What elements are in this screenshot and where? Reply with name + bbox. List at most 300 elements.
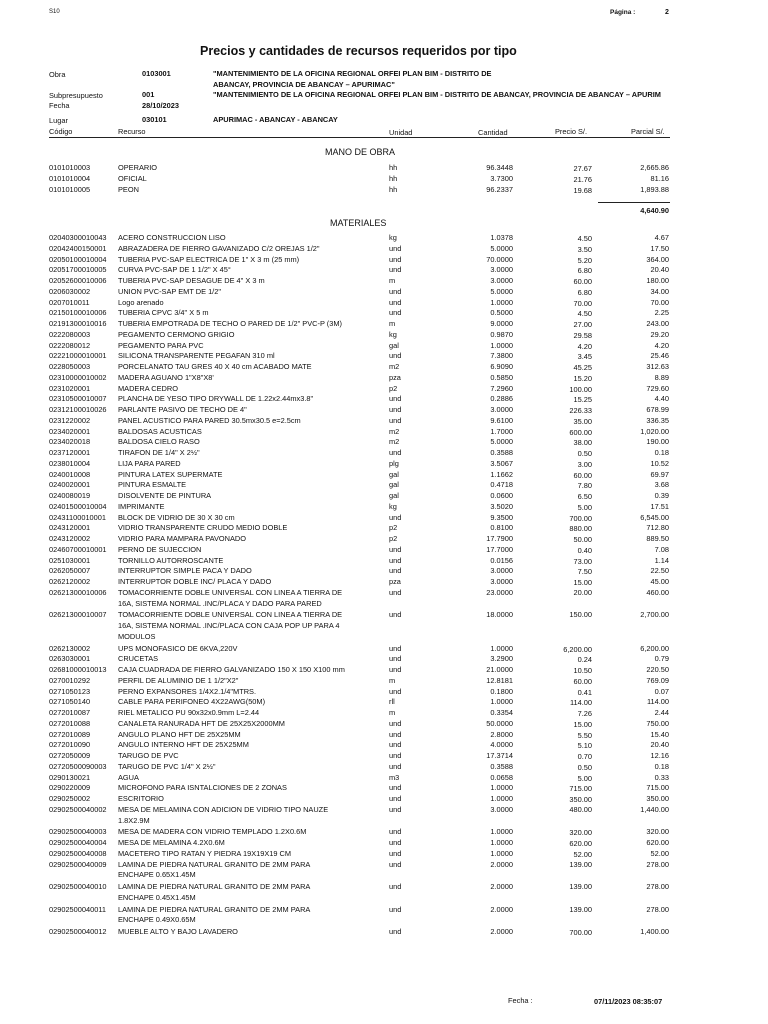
table-row <box>0 512 768 523</box>
table-row <box>0 490 768 501</box>
row-unit: und <box>389 448 402 457</box>
row-price: 150.00 <box>569 610 592 620</box>
row-partial: 0.79 <box>654 654 669 664</box>
row-description: UNION PVC-SAP EMT DE 1/2" <box>118 286 221 296</box>
row-quantity: 3.0000 <box>490 276 513 285</box>
labor-subtotal-line <box>598 202 670 203</box>
table-row <box>0 469 768 480</box>
row-code: 0101010004 <box>49 173 91 183</box>
table-row <box>0 243 768 254</box>
table-row <box>0 686 768 697</box>
row-partial: 889.50 <box>646 534 669 543</box>
row-description: MESA DE MADERA CON VIDRIO TEMPLADO 1.2X0.6M <box>118 827 307 837</box>
row-partial: 0.39 <box>654 491 669 500</box>
row-unit: und <box>389 927 402 936</box>
row-description: OFICIAL <box>118 173 147 183</box>
row-code: 0240020001 <box>49 480 91 490</box>
column-header-unidad: Unidad <box>389 128 413 137</box>
row-description: TARUGO DE PVC <box>118 751 179 760</box>
row-description: TOMACORRIENTE DOBLE UNIVERSAL CON LINEA A TIERRA DE <box>118 610 343 620</box>
row-unit: und <box>389 643 402 653</box>
row-description: TARUGO DE PVC 1/4" X 2½" <box>118 761 216 771</box>
row-price: 15.20 <box>573 373 592 383</box>
row-unit: und <box>389 351 402 361</box>
row-description: ENCHAPE 0.49X0.65M <box>118 915 196 925</box>
row-unit: und <box>389 804 402 814</box>
row-code: 02902500040009 <box>49 859 107 869</box>
row-code: 0240080019 <box>49 491 91 500</box>
row-description: PINTURA ESMALTE <box>118 480 187 490</box>
obra-desc-line1: "MANTENIMIENTO DE LA OFICINA REGIONAL ORFEI PLAN BIM - DISTRITO DE <box>213 69 492 78</box>
obra-desc-line2: ABANCAY, PROVINCIA DE ABANCAY – APURIMAC" <box>213 80 395 89</box>
row-code: 0234020001 <box>49 426 91 436</box>
row-partial: 2,700.00 <box>640 610 669 620</box>
table-row <box>0 739 768 750</box>
row-price: 0.41 <box>577 687 592 697</box>
row-unit: und <box>389 243 402 253</box>
table-row <box>0 859 768 880</box>
row-unit: kg <box>389 501 397 511</box>
row-code: 0234020018 <box>49 437 91 447</box>
row-description: LAMINA DE PIEDRA NATURAL GRANITO DE 2MM PARA <box>118 882 311 891</box>
row-code: 02401500010004 <box>49 501 107 511</box>
row-partial: 729.60 <box>646 383 669 393</box>
row-description: CABLE PARA PERIFONEO 4X22AWG(50M) <box>118 697 266 707</box>
row-price: 52.00 <box>573 849 592 859</box>
row-price: 0.40 <box>577 545 592 555</box>
row-unit: und <box>389 783 402 793</box>
row-quantity: 96.2337 <box>486 184 513 194</box>
row-price: 73.00 <box>573 556 592 566</box>
row-price: 6.80 <box>577 266 592 276</box>
row-unit: p2 <box>389 534 398 543</box>
row-unit: plg <box>389 458 399 468</box>
table-row <box>0 881 768 902</box>
row-code: 02310000010002 <box>49 372 107 382</box>
row-code: 0272010090 <box>49 740 91 750</box>
table-row <box>0 750 768 761</box>
row-price: 20.00 <box>573 587 592 597</box>
row-partial: 6,200.00 <box>640 643 669 653</box>
row-partial: 364.00 <box>646 254 669 264</box>
row-partial: 2,665.86 <box>640 163 669 172</box>
row-unit: m <box>389 276 396 285</box>
row-price: 15.00 <box>573 578 592 587</box>
obra-label: Obra <box>49 70 66 79</box>
table-row <box>0 761 768 772</box>
table-row <box>0 555 768 566</box>
table-row <box>0 696 768 707</box>
row-unit: und <box>389 838 402 847</box>
page-number: 2 <box>665 9 669 16</box>
row-code: 0272050009 <box>49 751 91 760</box>
row-code: 0222080003 <box>49 329 91 339</box>
row-quantity: 9.3500 <box>490 512 513 522</box>
subpresupuesto-label: Subpresupuesto <box>49 91 103 100</box>
table-row <box>0 275 768 286</box>
row-quantity: 1.0378 <box>490 233 513 242</box>
row-partial: 4.20 <box>654 340 669 350</box>
row-code: 02902500040004 <box>49 838 107 847</box>
row-quantity: 5.0000 <box>490 243 513 253</box>
table-row <box>0 587 768 608</box>
row-quantity: 1.0000 <box>490 794 513 803</box>
row-unit: und <box>389 265 402 275</box>
row-description: MESA DE MELAMINA 4.2X0.6M <box>118 838 225 847</box>
row-unit: und <box>389 512 402 522</box>
row-code: 02902500040008 <box>49 848 107 858</box>
row-quantity: 9.0000 <box>490 319 513 328</box>
row-unit: m2 <box>389 362 400 371</box>
row-description: LIJA PARA PARED <box>118 458 181 468</box>
row-code: 0262130002 <box>49 643 91 653</box>
row-quantity: 1.0000 <box>490 848 513 858</box>
table-row <box>0 653 768 664</box>
row-description: ACERO CONSTRUCCION LISO <box>118 233 226 242</box>
row-unit: kg <box>389 329 397 339</box>
row-description: CRUCETAS <box>118 654 159 664</box>
row-unit: und <box>389 544 402 554</box>
row-code: 0207010011 <box>49 297 90 307</box>
table-row <box>0 576 768 587</box>
row-price: 27.00 <box>573 320 592 329</box>
row-description: Logo arenado <box>118 297 164 307</box>
row-code: 0243120002 <box>49 534 91 543</box>
table-row <box>0 848 768 859</box>
table-row <box>0 458 768 469</box>
row-price: 7.80 <box>577 481 592 491</box>
row-code: 02720500090003 <box>49 761 107 771</box>
row-unit: und <box>389 729 402 739</box>
row-quantity: 18.0000 <box>486 610 513 620</box>
row-code: 02150100010006 <box>49 308 107 318</box>
row-price: 0.24 <box>577 655 592 665</box>
row-quantity: 5.0000 <box>490 286 513 296</box>
labor-subtotal: 4,640.90 <box>640 206 669 215</box>
table-row <box>0 447 768 458</box>
row-code: 02431100010001 <box>49 512 106 522</box>
row-description: TUBERIA PVC-SAP ELECTRICA DE 1" X 3 m (25 mm) <box>118 254 300 264</box>
row-partial: 34.00 <box>650 286 669 296</box>
row-price: 320.00 <box>569 828 592 838</box>
row-description: BALDOSA CIELO RASO <box>118 437 200 447</box>
row-quantity: 0.5850 <box>490 372 513 382</box>
row-description: PARLANTE PASIVO DE TECHO DE 4" <box>118 405 247 414</box>
section-title-mano-de-obra: MANO DE OBRA <box>325 147 396 157</box>
row-partial: 6,545.00 <box>640 512 669 522</box>
row-price: 5.20 <box>577 255 592 265</box>
table-row <box>0 361 768 372</box>
table-row <box>0 707 768 718</box>
column-header-precio: Precio S/. <box>555 127 588 136</box>
row-partial: 278.00 <box>646 882 669 891</box>
row-unit: und <box>389 587 402 597</box>
table-row <box>0 426 768 437</box>
row-unit: und <box>389 859 402 869</box>
row-unit: p2 <box>389 383 398 393</box>
row-price: 100.00 <box>569 384 592 394</box>
row-quantity: 1.0000 <box>490 827 513 837</box>
row-unit: und <box>389 848 402 858</box>
row-quantity: 17.3714 <box>486 751 513 760</box>
row-partial: 1,400.00 <box>640 927 669 936</box>
table-row <box>0 307 768 318</box>
lugar-code: 030101 <box>142 115 167 124</box>
row-quantity: 0.2886 <box>490 394 513 404</box>
row-price: 350.00 <box>569 795 592 804</box>
row-unit: und <box>389 297 402 307</box>
table-row <box>0 415 768 426</box>
row-description: SILICONA TRANSPARENTE PEGAFAN 310 ml <box>118 351 275 361</box>
row-code: 02042400150001 <box>49 243 107 253</box>
row-quantity: 3.0000 <box>490 405 513 414</box>
row-quantity: 2.0000 <box>490 927 513 936</box>
row-quantity: 4.0000 <box>490 740 513 750</box>
row-partial: 3.68 <box>654 480 669 490</box>
row-unit: und <box>389 761 402 771</box>
row-unit: und <box>389 686 402 696</box>
table-row <box>0 286 768 297</box>
row-quantity: 21.0000 <box>486 665 513 674</box>
row-price: 7.26 <box>577 709 592 718</box>
row-price: 3.45 <box>577 352 592 362</box>
row-unit: und <box>389 394 402 404</box>
row-price: 114.00 <box>569 698 592 708</box>
row-price: 700.00 <box>569 928 592 937</box>
table-row <box>0 393 768 404</box>
row-code: 02040300010043 <box>49 233 107 242</box>
row-code: 02681000010013 <box>49 665 107 674</box>
row-partial: 114.00 <box>646 697 669 707</box>
row-description: PEGAMENTO PARA PVC <box>118 340 204 350</box>
row-code: 02902500040012 <box>49 927 107 936</box>
row-partial: 350.00 <box>646 794 669 803</box>
row-quantity: 0.3354 <box>490 708 513 717</box>
row-description: TUBERIA CPVC 3/4" X 5 m <box>118 308 209 318</box>
row-price: 620.00 <box>569 839 592 848</box>
table-row <box>0 297 768 308</box>
row-code: 0272010087 <box>49 708 91 717</box>
table-row <box>0 501 768 512</box>
row-partial: 45.00 <box>650 577 669 586</box>
row-unit: und <box>389 405 402 414</box>
table-row <box>0 643 768 654</box>
table-row <box>0 318 768 329</box>
row-quantity: 12.8181 <box>486 675 513 685</box>
row-partial: 20.40 <box>650 265 669 275</box>
row-partial: 278.00 <box>646 904 669 914</box>
row-partial: 4.40 <box>654 394 669 404</box>
row-quantity: 0.8100 <box>490 523 513 533</box>
table-row <box>0 173 768 184</box>
row-price: 45.25 <box>573 363 592 372</box>
row-quantity: 23.0000 <box>486 587 513 597</box>
row-price: 70.00 <box>573 298 592 308</box>
row-code: 02050100010004 <box>49 254 107 264</box>
row-unit: und <box>389 415 402 425</box>
row-quantity: 7.3800 <box>490 351 513 361</box>
row-partial: 0.07 <box>654 686 669 696</box>
row-partial: 460.00 <box>646 587 669 597</box>
row-code: 02621300010007 <box>49 610 107 620</box>
row-partial: 769.09 <box>646 675 669 685</box>
row-unit: und <box>389 254 402 264</box>
row-unit: m2 <box>389 437 400 447</box>
row-description: MODULOS <box>118 631 156 641</box>
row-code: 0270010292 <box>49 675 91 685</box>
page-title: Precios y cantidades de recursos requeridos por tipo <box>200 44 517 58</box>
table-row <box>0 565 768 576</box>
row-description: MUEBLE ALTO Y BAJO LAVADERO <box>118 927 238 936</box>
row-partial: 81.16 <box>650 173 669 183</box>
table-row <box>0 804 768 825</box>
row-code: 0101010005 <box>49 184 91 194</box>
page-label: Página : <box>610 9 636 16</box>
row-partial: 712.80 <box>646 523 669 533</box>
row-unit: und <box>389 794 402 803</box>
table-row <box>0 383 768 394</box>
row-partial: 70.00 <box>650 297 669 307</box>
row-description: 16A, SISTEMA NORMAL .INC/PLACA Y DADO PARA PARED <box>118 598 322 608</box>
row-price: 15.00 <box>573 719 592 729</box>
row-code: 02902500040002 <box>49 804 107 814</box>
row-quantity: 1.0000 <box>490 697 513 707</box>
row-code: 0272010088 <box>49 718 91 728</box>
row-code: 0101010003 <box>49 163 91 172</box>
row-description: PEON <box>118 184 139 194</box>
row-unit: p2 <box>389 523 398 533</box>
row-code: 0231220002 <box>49 415 91 425</box>
row-partial: 69.97 <box>650 469 669 479</box>
row-partial: 1,440.00 <box>640 804 669 814</box>
row-unit: und <box>389 555 402 565</box>
row-quantity: 2.0000 <box>490 882 513 891</box>
row-price: 6,200.00 <box>563 644 592 654</box>
row-quantity: 0.9870 <box>490 329 513 339</box>
row-quantity: 17.7900 <box>486 534 513 543</box>
row-description: MADERA AGUANO 1"X8"X8' <box>118 372 214 382</box>
row-code: 02191300010016 <box>49 319 107 328</box>
table-row <box>0 404 768 415</box>
row-code: 0271050123 <box>49 686 91 696</box>
row-unit: und <box>389 882 402 891</box>
table-row <box>0 340 768 351</box>
row-price: 880.00 <box>569 524 592 534</box>
row-price: 10.50 <box>573 666 592 675</box>
row-quantity: 3.2900 <box>490 654 513 664</box>
row-description: BALDOSAS ACUSTICAS <box>118 426 202 436</box>
row-quantity: 0.0658 <box>490 772 513 782</box>
row-description: TIRAFON DE 1/4" X 2½" <box>118 448 200 457</box>
row-unit: und <box>389 286 402 296</box>
row-description: PERFIL DE ALUMINIO DE 1 1/2"X2" <box>118 675 239 685</box>
row-quantity: 1.0000 <box>490 297 513 307</box>
row-description: PERNO DE SUJECCION <box>118 544 202 554</box>
table-row <box>0 904 768 925</box>
table-row <box>0 729 768 740</box>
column-header-cantidad: Cantidad <box>478 128 508 137</box>
table-row <box>0 350 768 361</box>
row-quantity: 0.5000 <box>490 308 513 318</box>
row-code: 0290250002 <box>49 794 91 803</box>
row-unit: rll <box>389 697 395 707</box>
row-description: ANGULO PLANO HFT DE 25X25MM <box>118 729 241 739</box>
row-description: AGUA <box>118 772 139 782</box>
row-description: ENCHAPE 0.65X1.45M <box>118 870 196 880</box>
footer-fecha-value: 07/11/2023 08:35:07 <box>594 997 663 1006</box>
row-description: RIEL METALICO PU 90x32x0.9mm L=2.44 <box>118 708 260 717</box>
table-row <box>0 718 768 729</box>
column-header-parcial: Parcial S/. <box>631 127 665 136</box>
row-quantity: 3.5020 <box>490 501 513 511</box>
row-unit: und <box>389 308 402 318</box>
row-unit: und <box>389 904 402 914</box>
row-description: ABRAZADERA DE FIERRO GAVANIZADO C/2 OREJAS 1/2" <box>118 243 320 253</box>
table-row <box>0 264 768 275</box>
row-partial: 20.40 <box>650 740 669 750</box>
row-description: LAMINA DE PIEDRA NATURAL GRANITO DE 2MM PARA <box>118 859 311 869</box>
row-partial: 0.18 <box>654 761 669 771</box>
row-partial: 22.50 <box>650 566 669 576</box>
row-price: 600.00 <box>569 427 592 437</box>
row-description: PLANCHA DE YESO TIPO DRYWALL DE 1.22x2.44mx3.8" <box>118 394 314 404</box>
row-description: BLOCK DE VIDRIO DE 30 X 30 cm <box>118 512 235 522</box>
row-price: 15.25 <box>573 395 592 405</box>
header-divider <box>49 137 670 138</box>
row-description: UPS MONOFASICO DE 6KVA,220V <box>118 643 238 653</box>
row-price: 5.00 <box>577 773 592 783</box>
lugar-label: Lugar <box>49 116 68 125</box>
row-code: 0251030001 <box>49 555 91 565</box>
row-partial: 15.40 <box>650 729 669 739</box>
row-quantity: 70.0000 <box>486 254 513 264</box>
row-code: 02460700010001 <box>49 544 107 554</box>
row-price: 60.00 <box>573 676 592 686</box>
row-unit: pza <box>389 372 401 382</box>
row-code: 02621300010006 <box>49 587 107 597</box>
row-code: 0290130021 <box>49 772 91 782</box>
row-price: 139.00 <box>569 882 592 891</box>
row-price: 38.00 <box>573 438 592 448</box>
table-row <box>0 329 768 340</box>
row-price: 29.58 <box>573 330 592 340</box>
row-unit: hh <box>389 184 398 194</box>
row-quantity: 1.1662 <box>490 469 513 479</box>
table-row <box>0 609 768 641</box>
row-partial: 17.51 <box>650 501 669 511</box>
row-description: PINTURA LATEX SUPERMATE <box>118 469 223 479</box>
row-code: 0262120002 <box>49 577 91 586</box>
row-description: TOMACORRIENTE DOBLE UNIVERSAL CON LINEA A TIERRA DE <box>118 587 343 597</box>
row-quantity: 1.0000 <box>490 643 513 653</box>
row-quantity: 5.0000 <box>490 437 513 447</box>
row-partial: 336.35 <box>646 415 669 425</box>
row-price: 3.50 <box>577 244 592 254</box>
row-partial: 8.89 <box>654 372 669 382</box>
table-row <box>0 837 768 848</box>
row-quantity: 1.0000 <box>490 783 513 793</box>
row-description: OPERARIO <box>118 163 158 172</box>
subpresupuesto-code: 001 <box>142 90 155 99</box>
row-unit: und <box>389 827 402 837</box>
section-title-materiales: MATERIALES <box>330 218 387 228</box>
row-price: 60.00 <box>573 470 592 480</box>
row-quantity: 2.8000 <box>490 729 513 739</box>
row-quantity: 17.7000 <box>486 544 513 554</box>
row-description: ENCHAPE 0.45X1.45M <box>118 892 196 902</box>
row-partial: 1.14 <box>654 555 669 565</box>
row-code: 0206030002 <box>49 286 91 296</box>
